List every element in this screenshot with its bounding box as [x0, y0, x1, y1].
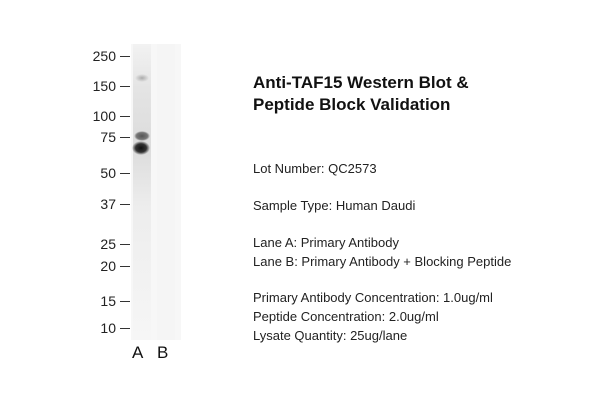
lane-b-description: Lane B: Primary Antibody + Blocking Peptide — [253, 254, 512, 269]
sample-type: Sample Type: Human Daudi — [253, 198, 416, 213]
title-line-2: Peptide Block Validation — [253, 95, 451, 114]
marker-tick-20 — [120, 266, 130, 267]
marker-tick-100 — [120, 116, 130, 117]
marker-tick-37 — [120, 204, 130, 205]
lane-a-upper-band — [134, 131, 150, 141]
marker-tick-50 — [120, 173, 130, 174]
marker-tick-10 — [120, 328, 130, 329]
lane-label-b: B — [157, 343, 169, 362]
marker-tick-250 — [120, 56, 130, 57]
marker-label-15: 15 — [100, 293, 116, 309]
lysate-quantity: Lysate Quantity: 25ug/lane — [253, 328, 408, 343]
marker-label-75: 75 — [100, 129, 116, 145]
antibody-concentration: Primary Antibody Concentration: 1.0ug/ml — [253, 290, 493, 305]
marker-tick-75 — [120, 137, 130, 138]
blot-membrane-image — [131, 44, 181, 340]
marker-label-25: 25 — [100, 236, 116, 252]
lane-a-main-band — [132, 141, 150, 155]
marker-label-250: 250 — [92, 48, 116, 64]
marker-tick-150 — [120, 86, 130, 87]
peptide-concentration: Peptide Concentration: 2.0ug/ml — [253, 309, 439, 324]
marker-label-50: 50 — [100, 165, 116, 181]
marker-label-20: 20 — [100, 258, 116, 274]
lane-b-track — [157, 44, 175, 340]
lane-a-faint-band — [135, 74, 149, 82]
marker-tick-25 — [120, 244, 130, 245]
info-panel — [253, 72, 593, 345]
lane-label-a: A — [132, 343, 144, 362]
marker-label-150: 150 — [92, 78, 116, 94]
title-line-1: Anti-TAF15 Western Blot & — [253, 73, 469, 92]
marker-label-37: 37 — [100, 196, 116, 212]
marker-tick-15 — [120, 301, 130, 302]
lane-a-description: Lane A: Primary Antibody — [253, 235, 399, 250]
lot-number: Lot Number: QC2573 — [253, 161, 377, 176]
western-blot-panel — [0, 0, 240, 400]
marker-label-10: 10 — [100, 320, 116, 336]
marker-label-100: 100 — [92, 108, 116, 124]
lane-a-track — [133, 44, 151, 340]
